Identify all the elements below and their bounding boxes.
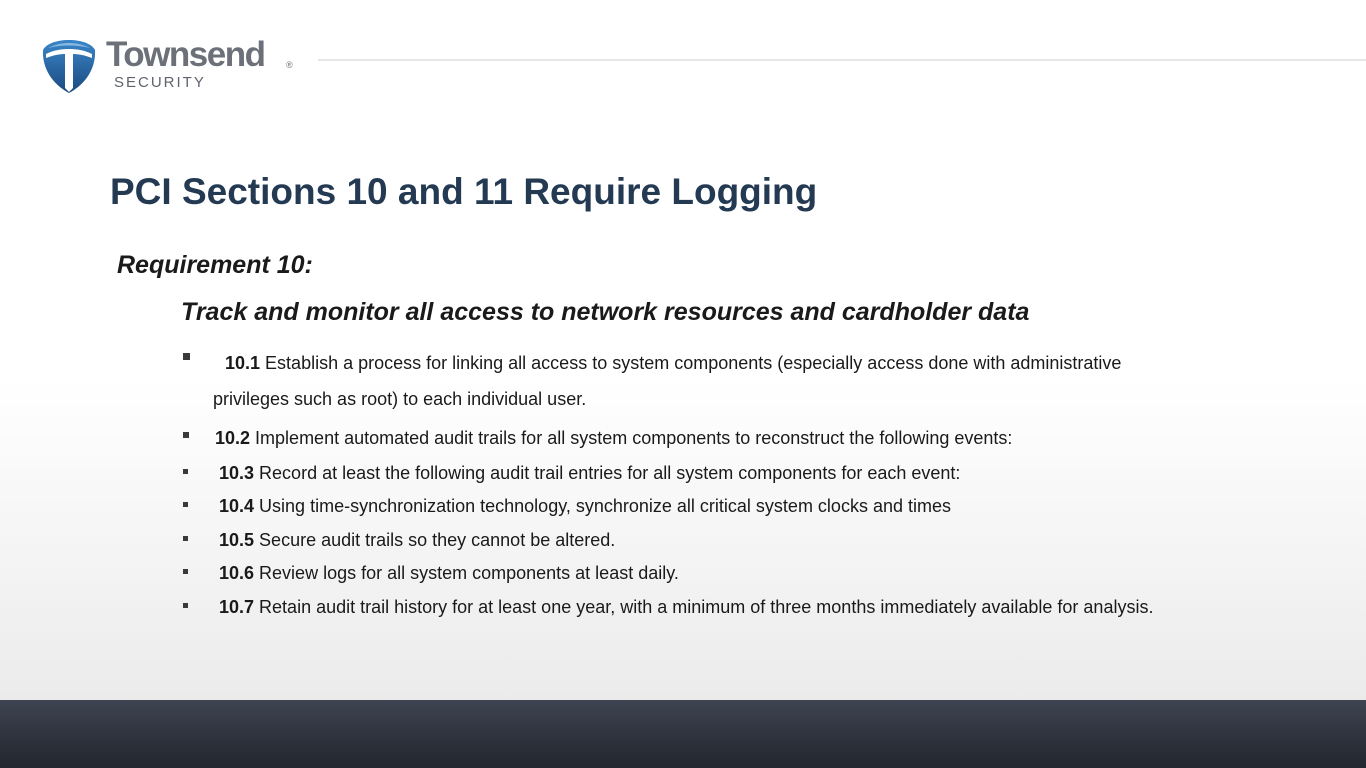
- bullet-text: Using time-synchronization technology, synchronize all critical system clocks and times: [254, 496, 951, 516]
- slide-header: [0, 0, 1366, 110]
- bullet-number: 10.1: [225, 353, 261, 373]
- bullet-mark: [183, 353, 190, 360]
- requirement-heading: Requirement 10:: [117, 251, 313, 279]
- townsend-security-logo: [42, 35, 302, 96]
- registered-mark: ®: [286, 60, 293, 70]
- bullet-item-10-1-continued: [213, 389, 586, 410]
- bullet-number: 10.4: [219, 496, 255, 516]
- slide-title: PCI Sections 10 and 11 Require Logging: [110, 171, 818, 212]
- bullet-number: 10.2: [215, 428, 251, 448]
- bullet-item-10-6: [219, 563, 679, 584]
- bullet-item-10-3: [219, 463, 960, 484]
- bullet-text: privileges such as root) to each individual user.: [213, 389, 587, 409]
- bullet-text: Record at least the following audit trail entries for all system components for each event:: [254, 463, 961, 483]
- bullet-item-10-4: [219, 496, 951, 517]
- slide-footer-bar: [0, 700, 1366, 768]
- bullet-text: Secure audit trails so they cannot be altered.: [254, 530, 616, 550]
- bullet-mark: [183, 536, 188, 541]
- bullet-mark: [183, 432, 189, 438]
- bullet-text: Review logs for all system components at least daily.: [254, 563, 679, 583]
- bullet-number: 10.6: [219, 563, 255, 583]
- bullet-mark: [183, 469, 188, 474]
- bullet-item-10-5: [219, 530, 615, 551]
- requirement-subheading: Track and monitor all access to network resources and cardholder data: [181, 298, 1030, 326]
- shield-logo-icon: [42, 38, 96, 94]
- bullet-number: 10.3: [219, 463, 255, 483]
- bullet-item-10-2: [215, 428, 1012, 449]
- bullet-text: Retain audit trail history for at least one year, with a minimum of three months immediately available for analysis.: [254, 597, 1154, 617]
- header-divider: [318, 59, 1366, 61]
- bullet-mark: [183, 569, 188, 574]
- bullet-mark: [183, 502, 188, 507]
- bullet-item-10-1: [225, 353, 1121, 374]
- bullet-text: Establish a process for linking all access to system components (especially access done with administrative: [260, 353, 1122, 373]
- logo-wordmark: Townsend: [106, 35, 265, 74]
- bullet-number: 10.5: [219, 530, 255, 550]
- bullet-text: Implement automated audit trails for all system components to reconstruct the following events:: [250, 428, 1013, 448]
- bullet-mark: [183, 603, 188, 608]
- logo-tagline: SECURITY: [114, 74, 206, 91]
- bullet-number: 10.7: [219, 597, 255, 617]
- bullet-item-10-7: [219, 597, 1153, 618]
